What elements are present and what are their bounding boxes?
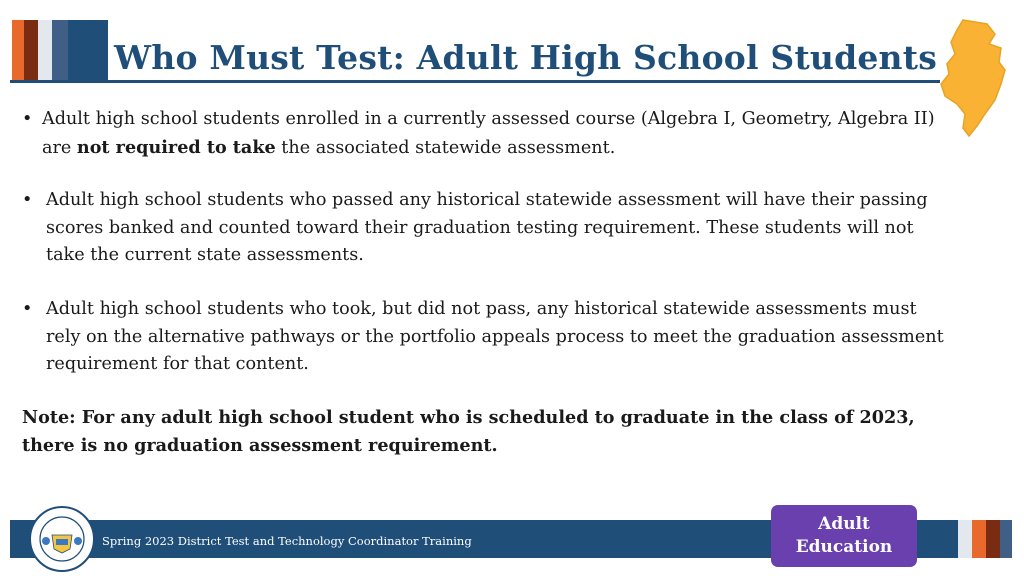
- bullet-1-text-post: the associated statewide assessment.: [275, 137, 616, 158]
- bullet-item-1: [22, 106, 942, 162]
- bullet-1-text-pre: Adult high school students enrolled in a currently assessed course (Algebra I, Geometry, Algebra II) are: [42, 109, 935, 158]
- badge-line-2: Education: [795, 537, 893, 557]
- nj-department-of-education-seal: [28, 505, 96, 573]
- new-jersey-map-icon: [935, 14, 1009, 142]
- footer-stripe-orange: [972, 520, 986, 558]
- bullet-item-2: [22, 187, 946, 270]
- footer-training-text: Spring 2023 District Test and Technology Coordinator Training: [102, 534, 472, 548]
- bullet-dot: •: [22, 190, 33, 210]
- header-stripe-slate: [52, 20, 68, 80]
- bullet-2-text: Adult high school students who passed any historical statewide assessment will have their passing scores banked and counted toward their graduation testing requirement. These students will not take the current state assessments.: [46, 190, 928, 265]
- footer-stripe-slate: [1000, 520, 1012, 558]
- slide-title: Who Must Test: Adult High School Students: [114, 38, 937, 77]
- bullet-1-text-bold: not required to take: [76, 136, 276, 158]
- note-text: Note: For any adult high school student who is scheduled to graduate in the class of 2023, there is no graduation assessment requirement.: [22, 407, 915, 456]
- bullet-3-text: Adult high school students who took, but did not pass, any historical statewide assessments must rely on the alternative pathways or the portfolio appeals process to meet the graduation assessment requirement for that content.: [46, 299, 944, 374]
- footer-stripe-brown: [986, 520, 1000, 558]
- header-stripe-blue: [68, 20, 108, 80]
- title-underline: [10, 80, 940, 83]
- footer-stripe-light: [958, 520, 972, 558]
- header-stripe-light: [38, 20, 52, 80]
- bullet-item-3: [22, 296, 951, 379]
- bullet-dot: •: [22, 109, 33, 129]
- adult-education-badge: [771, 505, 917, 567]
- header-stripe-brown: [24, 20, 38, 80]
- badge-line-1: Adult: [818, 514, 870, 534]
- bullet-dot: •: [22, 299, 33, 319]
- header-stripe-orange: [12, 20, 24, 80]
